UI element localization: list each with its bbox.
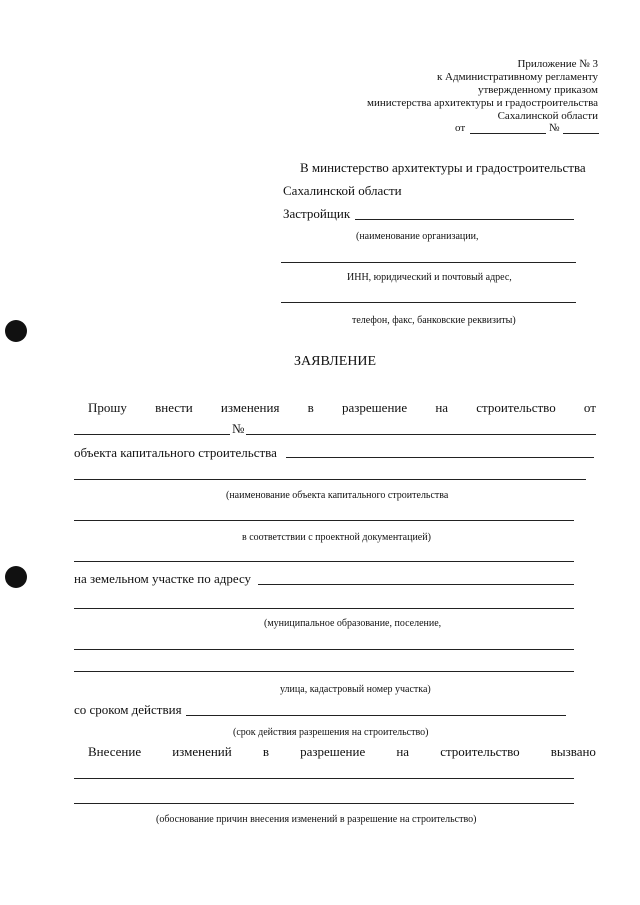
term-hint: (срок действия разрешения на строительство) [233,727,429,738]
request-word-5: разрешение [342,400,408,415]
developer-hint-contacts: телефон, факс, банковские реквизиты) [352,315,516,326]
developer-hint-address: ИНН, юридический и почтовый адрес, [347,272,512,283]
regulation-reference: к Административному регламенту [436,71,598,83]
object-name-field[interactable] [286,457,594,458]
developer-line-3-field[interactable] [281,302,576,303]
order-reference: утвержденному приказом [477,84,598,96]
request-word-4: в [307,400,314,415]
appendix-number: Приложение № 3 [517,58,598,70]
developer-label: Застройщик [283,206,351,221]
request-sentence [88,400,596,416]
cause-word-6: строительство [440,744,520,759]
reason-line-2-field[interactable] [74,803,574,804]
addressee-line-1: В министерство архитектуры и градостроительства [300,160,586,175]
reason-hint: (обоснование причин внесения изменений в разрешение на строительство) [156,814,477,825]
request-word-3: изменения [220,400,280,415]
object-line-2-field[interactable] [74,479,586,480]
permit-number-field[interactable] [246,434,596,435]
request-word-1: Прошу [88,400,127,415]
cause-word-1: Внесение [88,744,142,759]
land-line-4-field[interactable] [74,671,574,672]
region-reference: Сахалинской области [497,110,598,122]
land-address-field[interactable] [258,584,574,585]
ministry-reference: министерства архитектуры и градостроительства [367,97,598,109]
cause-word-3: в [262,744,269,759]
municipal-hint: (муниципальное образование, поселение, [264,618,442,629]
punch-hole-bottom [5,566,27,588]
cause-word-2: изменений [172,744,232,759]
request-word-6: на [435,400,449,415]
permit-date-field[interactable] [74,434,230,435]
request-word-7: строительство [476,400,556,415]
request-word-2: внести [155,400,193,415]
cause-word-7: вызвано [550,744,596,759]
object-line-4-field[interactable] [74,561,574,562]
header-number-label: № [549,122,560,134]
land-line-3-field[interactable] [74,649,574,650]
land-line-2-field[interactable] [74,608,574,609]
project-doc-hint: в соответствии с проектной документацией) [242,532,431,543]
developer-name-field[interactable] [355,219,574,220]
reason-line-1-field[interactable] [74,778,574,779]
permit-number-label: № [232,421,245,436]
header-number-field[interactable] [563,133,599,134]
developer-line-2-field[interactable] [281,262,576,263]
punch-hole-top [5,320,27,342]
developer-hint-org: (наименование организации, [356,231,479,242]
object-label: объекта капитального строительства [74,445,277,460]
header-date-field[interactable] [470,133,546,134]
document-title: ЗАЯВЛЕНИЕ [294,354,377,369]
request-word-8: от [583,400,596,415]
header-date-label: от [455,122,466,134]
term-field[interactable] [186,715,566,716]
addressee-line-2: Сахалинской области [283,183,402,198]
object-hint: (наименование объекта капитального строительства [226,490,449,501]
land-address-label: на земельном участке по адресу [74,571,252,586]
cause-sentence [88,744,596,760]
cause-word-4: разрешение [300,744,366,759]
object-line-3-field[interactable] [74,520,574,521]
term-label: со сроком действия [74,702,182,717]
cause-word-5: на [396,744,410,759]
street-hint: улица, кадастровый номер участка) [280,684,431,695]
